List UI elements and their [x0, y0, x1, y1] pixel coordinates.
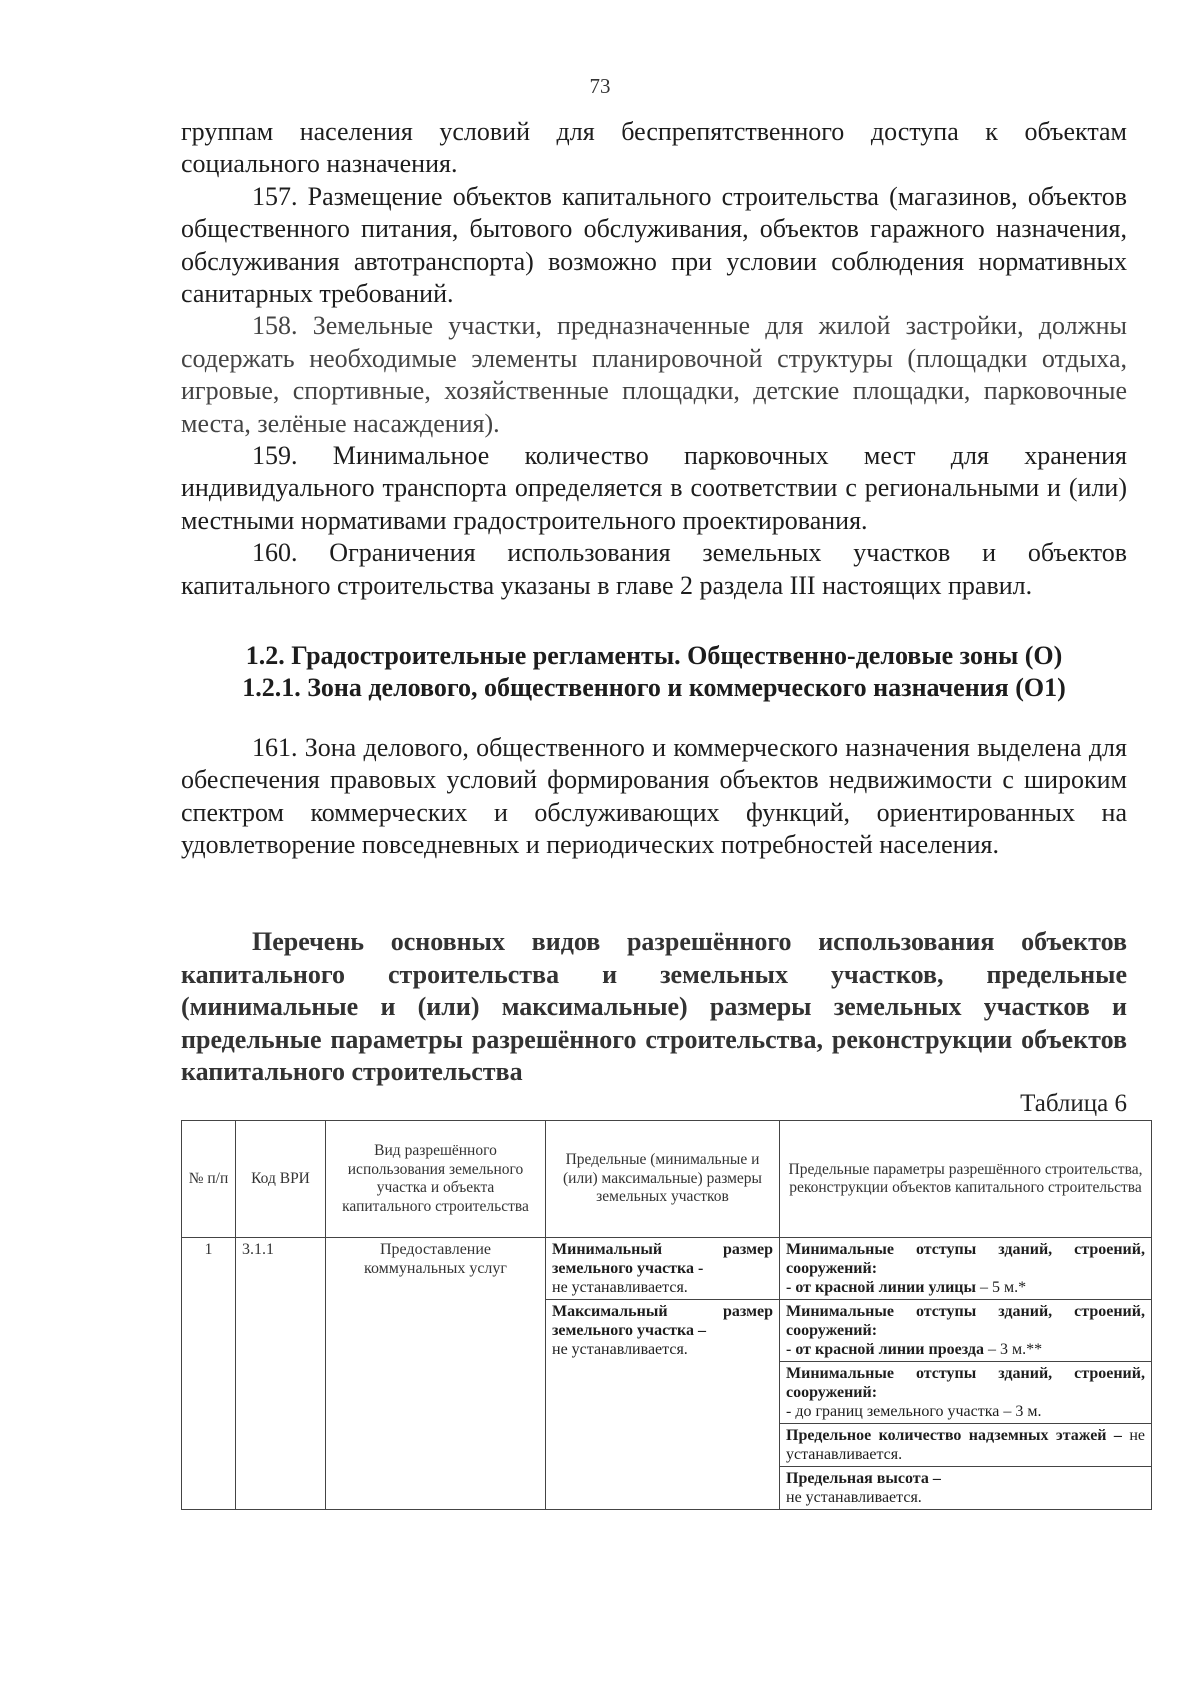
param-4-label: Предельное количество надземных этажей –	[786, 1427, 1122, 1444]
paragraph-159: 159. Минимальное количество парковочных мест для хранения индивидуального транспорта определяется в соответствии с региональными и (или) местными нормативами градостроительного проектирования.	[181, 441, 1127, 535]
param-3-value: - до границ земельного участка – 3 м.	[786, 1403, 1042, 1420]
param-2-label: Минимальные отступы зданий, строений, сооружений:	[786, 1303, 1145, 1339]
param-5-label: Предельная высота –	[786, 1470, 941, 1487]
cell-param-3	[780, 1362, 1152, 1424]
paragraph-158: 158. Земельные участки, предназначенные для жилой застройки, должны содержать необходимые элементы планировочной структуры (площадки отдыха, игровые, спортивные, хозяйственные площадки, детские площадки, парковочные места, зелёные насаждения).	[181, 311, 1127, 438]
list-title: Перечень основных видов разрешённого использования объектов капитального строительства и земельных участков, предельные (минимальные и (или) максимальные) размеры земельных участков и предельные параметры разрешённого строительства, реконструкции объектов капитального строительства	[181, 927, 1127, 1086]
cell-param-5	[780, 1467, 1152, 1510]
section-headings	[181, 640, 1127, 704]
page-number: 73	[589, 74, 611, 98]
header-num: № п/п	[182, 1121, 236, 1238]
paragraph-157: 157. Размещение объектов капитального строительства (магазинов, объектов общественного питания, бытового обслуживания, объектов гаражного назначения, обслуживания автотранспорта) возможно при условии соблюдения нормативных санитарных требований.	[181, 181, 1127, 309]
body-text	[181, 116, 1127, 602]
param-2-line: - от красной линии проезда	[786, 1341, 984, 1358]
cell-param-1	[780, 1238, 1152, 1300]
table-row	[182, 1238, 1152, 1300]
min-size-label: Минимальный размер земельного участка -	[552, 1241, 773, 1277]
paragraph-161: 161. Зона делового, общественного и коммерческого назначения выделена для обеспечения правовых условий формирования объектов недвижимости с широким спектром коммерческих и обслуживающих функций, ориентированных на удовлетворение повседневных и периодических потребностей населения.	[181, 733, 1127, 860]
paragraph-160: 160. Ограничения использования земельных участков и объектов капитального строительства указаны в главе 2 раздела III настоящих правил.	[181, 538, 1127, 600]
param-3-label: Минимальные отступы зданий, строений, сооружений:	[786, 1365, 1145, 1401]
cell-num: 1	[182, 1238, 236, 1510]
paragraph-continuation: группам населения условий для беспрепятственного доступа к объектам социального назначения.	[181, 117, 1127, 179]
param-1-label: Минимальные отступы зданий, строений, сооружений:	[786, 1241, 1145, 1277]
cell-code: 3.1.1	[236, 1238, 326, 1510]
heading-zones: 1.2. Градостроительные регламенты. Общественно-деловые зоны (О)	[245, 641, 1063, 670]
cell-param-4	[780, 1424, 1152, 1467]
cell-max-size	[546, 1300, 780, 1510]
paragraph-161-block	[181, 732, 1127, 862]
param-5-value: не устанавливается.	[786, 1489, 922, 1506]
cell-kind: Предоставление коммунальных услуг	[326, 1238, 546, 1510]
param-2-value: – 3 м.**	[983, 1341, 1043, 1358]
header-params: Предельные параметры разрешённого строительства, реконструкции объектов капитального строительства	[780, 1121, 1152, 1238]
max-size-label: Максимальный размер земельного участка –	[552, 1303, 773, 1339]
table-header-row	[182, 1121, 1152, 1238]
param-1-value: – 5 м.*	[976, 1279, 1027, 1296]
header-code: Код ВРИ	[236, 1121, 326, 1238]
heading-zone-o1: 1.2.1. Зона делового, общественного и коммерческого назначения (О1)	[242, 673, 1066, 702]
table-caption: Таблица 6	[1020, 1090, 1127, 1117]
param-1-line: - от красной линии улицы	[786, 1279, 976, 1296]
regulations-table	[181, 1120, 1152, 1510]
min-size-value: не устанавливается.	[552, 1279, 688, 1296]
max-size-value: не устанавливается.	[552, 1341, 688, 1358]
cell-min-size	[546, 1238, 780, 1300]
header-sizes: Предельные (минимальные и (или) максимальные) размеры земельных участков	[546, 1121, 780, 1238]
header-kind: Вид разрешённого использования земельного участка и объекта капитального строительства	[326, 1121, 546, 1238]
param-4-value: не устанавливается.	[786, 1427, 1145, 1463]
cell-param-2	[780, 1300, 1152, 1362]
